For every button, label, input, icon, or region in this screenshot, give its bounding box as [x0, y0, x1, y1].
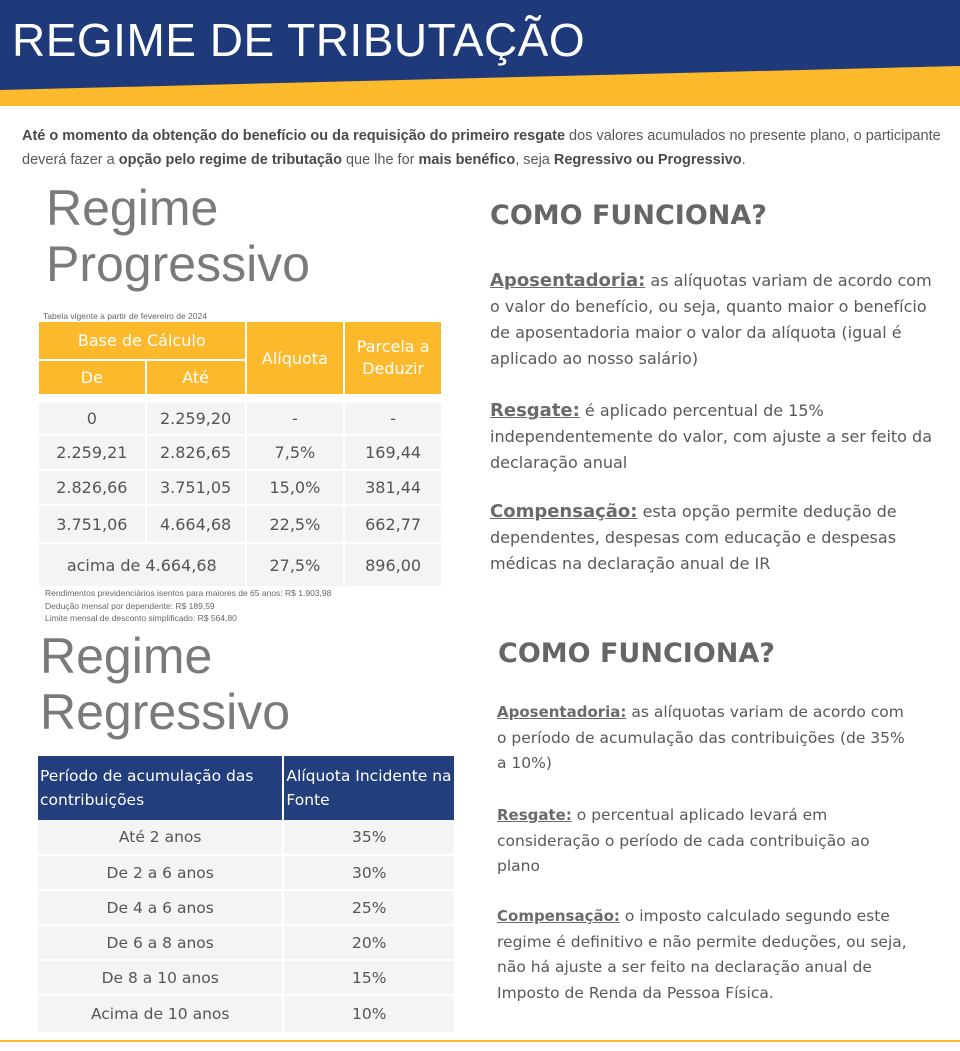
table-row [38, 995, 455, 1033]
intro-text-1: dos valores acumulados no presente plano, o participante deverá fazer a [22, 128, 941, 168]
como-funciona-aposentadoria-2 [497, 700, 917, 777]
cell-aliquota: 22,5% [246, 505, 345, 543]
cell-periodo: De 8 a 10 anos [38, 960, 283, 995]
label-compensacao: Compensação: [497, 907, 620, 925]
label-aposentadoria: Aposentadoria: [490, 270, 646, 291]
cell-parcela: 169,44 [344, 435, 442, 470]
intro-paragraph [22, 124, 942, 172]
intro-bold-2: opção pelo regime de tributação [118, 152, 342, 168]
cell-aliquota: 15% [283, 960, 455, 995]
cell-de: 3.751,06 [39, 505, 146, 543]
cell-aliquota: 27,5% [246, 543, 345, 587]
regressivo-table [38, 756, 456, 1034]
cell-aliquota: - [246, 403, 345, 435]
cell-parcela: 896,00 [344, 543, 442, 587]
cell-periodo: De 4 a 6 anos [38, 890, 283, 925]
progressivo-title-line1: Regime [46, 180, 219, 236]
cell-aliquota: 7,5% [246, 435, 345, 470]
intro-bold-4: Regressivo ou Progressivo [553, 152, 742, 168]
note-simplificado: Limite mensal de desconto simplificado: R$ 564,80 [45, 613, 237, 623]
header-aliquota: Alíquota [246, 322, 345, 395]
header-base-calculo: Base de Cálculo [39, 322, 246, 360]
cell-de: 2.259,21 [39, 435, 146, 470]
cell-aliquota: 25% [283, 890, 455, 925]
header-aliquota-fonte: Alíquota Incidente na Fonte [283, 756, 455, 820]
label-resgate: Resgate: [490, 400, 580, 421]
header-de: De [39, 360, 146, 395]
intro-bold-1: Até o momento da obtenção do benefício ou da requisição do primeiro resgate [22, 128, 566, 144]
cell-periodo: Até 2 anos [38, 820, 283, 855]
intro-text-2: que lhe for [341, 152, 419, 168]
cell-de: 2.826,66 [39, 470, 146, 505]
progressivo-title-line2: Progressivo [46, 236, 310, 292]
table-row [39, 543, 442, 587]
progressivo-table [39, 322, 443, 588]
regressivo-title-line1: Regime [40, 628, 213, 684]
header-parcela: Parcela a Deduzir [344, 322, 442, 395]
cell-parcela: 381,44 [344, 470, 442, 505]
cell-parcela: - [344, 403, 442, 435]
como-funciona-resgate-1 [490, 398, 940, 476]
text-compensacao: esta opção permite dedução de dependentes, despesas com educação e despesas médicas na declaração anual de IR [490, 502, 897, 573]
como-funciona-title-2: COMO FUNCIONA? [498, 638, 775, 669]
cell-de: 0 [39, 403, 146, 435]
text-aposentadoria: as alíquotas variam de acordo com o período de acumulação das contribuições (de 35% a 10%) [497, 703, 905, 772]
progressivo-table-note: Tabela vigente a partir de fevereiro de 2024 [43, 311, 207, 321]
table-row [39, 435, 442, 470]
header-periodo: Período de acumulação das contribuições [38, 756, 283, 820]
como-funciona-compensacao-2 [497, 904, 907, 1006]
table-row [38, 855, 455, 890]
text-resgate: o percentual aplicado levará em consideração o período de cada contribuição ao plano [497, 806, 870, 875]
cell-periodo: De 2 a 6 anos [38, 855, 283, 890]
cell-aliquota: 30% [283, 855, 455, 890]
cell-parcela: 662,77 [344, 505, 442, 543]
cell-ate: 4.664,68 [146, 505, 246, 543]
table-row [38, 890, 455, 925]
cell-ate: 2.826,65 [146, 435, 246, 470]
cell-periodo: De 6 a 8 anos [38, 925, 283, 960]
footer-divider [0, 1040, 960, 1042]
cell-acima: acima de 4.664,68 [39, 543, 246, 587]
regressivo-title [40, 628, 290, 740]
label-aposentadoria: Aposentadoria: [497, 703, 627, 721]
text-resgate: é aplicado percentual de 15% independentemente do valor, com ajuste a ser feito da declaração anual [490, 401, 932, 472]
page-title: REGIME DE TRIBUTAÇÃO [12, 14, 586, 66]
header-ate: Até [146, 360, 246, 395]
note-isentos: Rendimentos previdenciários isentos para maiores de 65 anos: R$ 1.903,98 [45, 588, 332, 598]
table-row [39, 505, 442, 543]
cell-aliquota: 15,0% [246, 470, 345, 505]
progressivo-notes [45, 587, 331, 625]
como-funciona-title-1: COMO FUNCIONA? [490, 200, 767, 231]
cell-aliquota: 35% [283, 820, 455, 855]
cell-ate: 2.259,20 [146, 403, 246, 435]
table-row [39, 403, 442, 435]
intro-text-4: . [741, 152, 746, 168]
table-row [38, 820, 455, 855]
intro-bold-3: mais benéfico [418, 152, 516, 168]
cell-aliquota: 10% [283, 995, 455, 1033]
text-aposentadoria: as alíquotas variam de acordo com o valor do benefício, ou seja, quanto maior o benefício de aposentadoria maior o valor da alíquota (igual é aplicado ao nosso salário) [490, 271, 932, 368]
intro-text-3: , seja [515, 152, 554, 168]
como-funciona-aposentadoria-1 [490, 268, 940, 372]
label-resgate: Resgate: [497, 806, 572, 824]
progressivo-title [46, 180, 310, 292]
cell-ate: 3.751,05 [146, 470, 246, 505]
cell-periodo: Acima de 10 anos [38, 995, 283, 1033]
table-row [38, 925, 455, 960]
text-compensacao: o imposto calculado segundo este regime é definitivo e não permite deduções, ou seja, não há ajuste a ser feito na declaração anual de Imposto de Renda da Pessoa Física. [497, 907, 907, 1002]
regressivo-title-line2: Regressivo [40, 684, 291, 740]
table-row [38, 960, 455, 995]
label-compensacao: Compensação: [490, 501, 638, 522]
como-funciona-resgate-2 [497, 803, 917, 880]
cell-aliquota: 20% [283, 925, 455, 960]
note-dependente: Dedução mensal por dependente: R$ 189,59 [45, 600, 215, 611]
como-funciona-compensacao-1 [490, 499, 940, 577]
table-row [39, 470, 442, 505]
